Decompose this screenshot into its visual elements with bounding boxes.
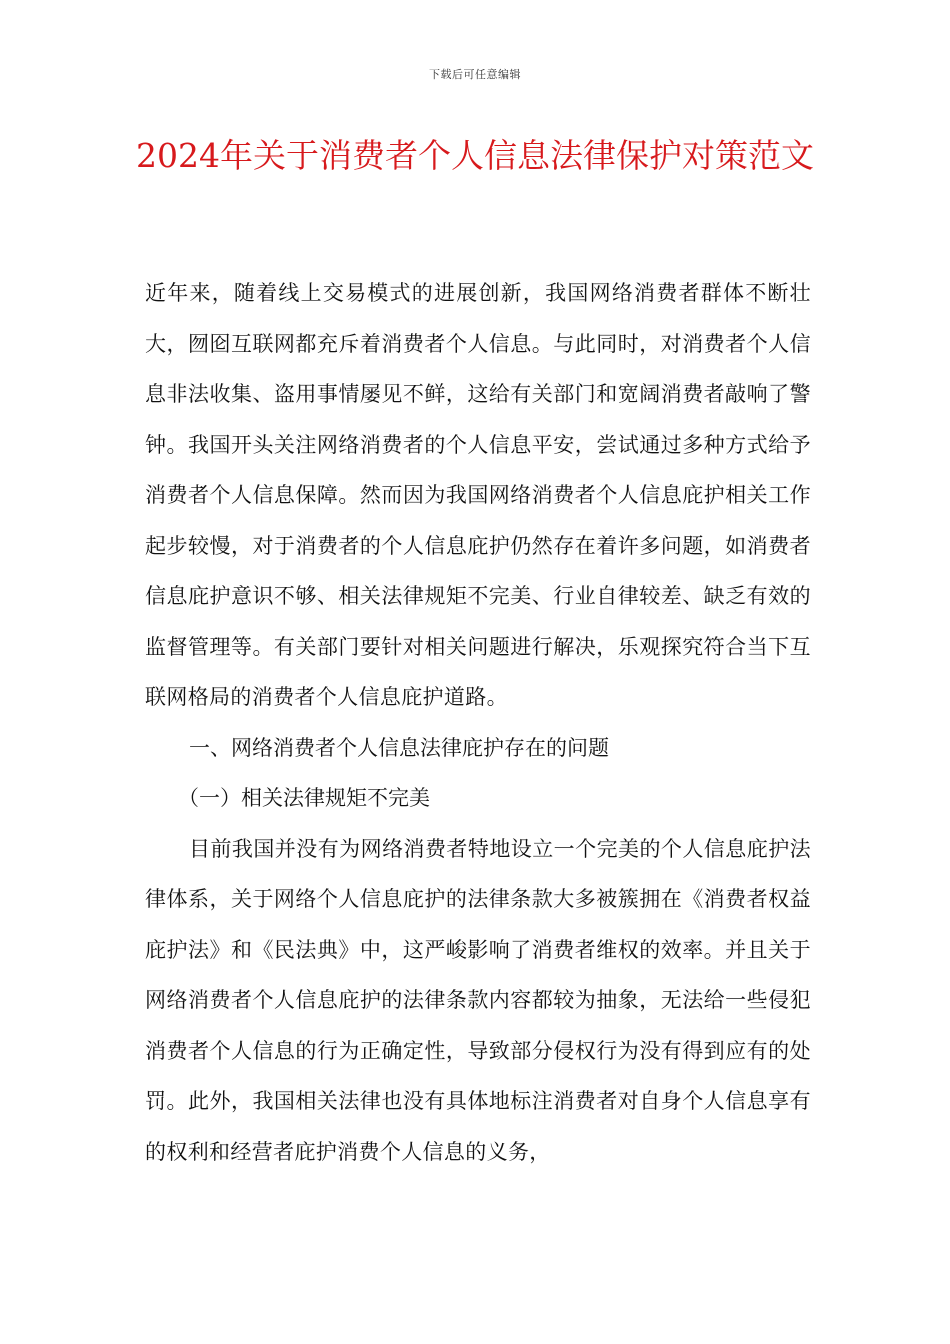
document-body [145, 268, 811, 1177]
document-title: 2024年关于消费者个人信息法律保护对策范文 [136, 136, 814, 175]
header-note: 下载后可任意编辑 [429, 68, 521, 81]
body-paragraph: 目前我国并没有为网络消费者特地设立一个完美的个人信息庇护法律体系，关于网络个人信息庇护的法律条款大多被簇拥在《消费者权益庇护法》和《民法典》中，这严峻影响了消费者维权的效率。并且关于网络消费者个人信息庇护的法律条款内容都较为抽象，无法给一些侵犯消费者个人信息的行为正确定性，导致部分侵权行为没有得到应有的处罚。此外，我国相关法律也没有具体地标注消费者对自身个人信息享有的权利和经营者庇护消费个人信息的义务， [145, 836, 811, 1164]
subsection-heading: （一）相关法律规矩不完美 [178, 786, 430, 810]
intro-paragraph: 近年来，随着线上交易模式的进展创新，我国网络消费者群体不断壮大，囫囵互联网都充斥着消费者个人信息。与此同时，对消费者个人信息非法收集、盗用事情屡见不鲜，这给有关部门和宽阔消费者敲响了警钟。我国开头关注网络消费者的个人信息平安，尝试通过多种方式给予消费者个人信息保障。然而因为我国网络消费者个人信息庇护相关工作起步较慢，对于消费者的个人信息庇护仍然存在着许多问题，如消费者信息庇护意识不够、相关法律规矩不完美、行业自律较差、缺乏有效的监督管理等。有关部门要针对相关问题进行解决，乐观探究符合当下互联网格局的消费者个人信息庇护道路。 [145, 281, 811, 709]
section-heading: 一、网络消费者个人信息法律庇护存在的问题 [189, 735, 609, 760]
